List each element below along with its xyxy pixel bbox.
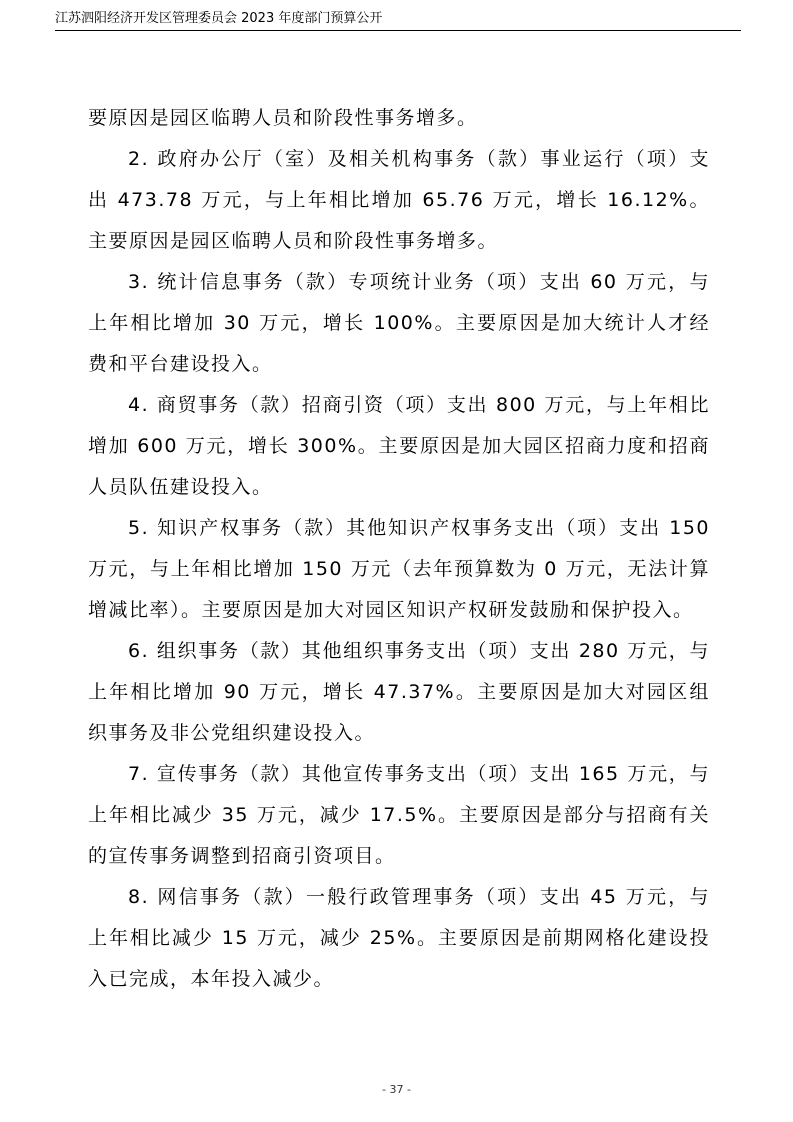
paragraph-item-4: 4. 商贸事务（款）招商引资（项）支出 800 万元，与上年相比增加 600 万元，增长 300%。主要原因是加大园区招商力度和招商人员队伍建设投入。 bbox=[88, 394, 710, 498]
header-title: 江苏泗阳经济开发区管理委员会 2023 年度部门预算公开 bbox=[55, 11, 383, 26]
paragraph-continuation: 要原因是园区临聘人员和阶段性事务增多。 bbox=[88, 107, 478, 129]
paragraph-item-6: 6. 组织事务（款）其他组织事务支出（项）支出 280 万元，与上年相比增加 90 万元，增长 47.37%。主要原因是加大对园区组织事务及非公党组织建设投入。 bbox=[88, 640, 710, 744]
paragraph-item-8: 8. 网信事务（款）一般行政管理事务（项）支出 45 万元，与上年相比减少 15 万元，减少 25%。主要原因是前期网格化建设投入已完成，本年投入减少。 bbox=[88, 886, 710, 990]
document-body bbox=[88, 98, 710, 1000]
paragraph-item-2: 2. 政府办公厅（室）及相关机构事务（款）事业运行（项）支出 473.78 万元，与上年相比增加 65.76 万元，增长 16.12%。主要原因是园区临聘人员和阶段性事务增多。 bbox=[88, 148, 710, 252]
paragraph-item-7: 7. 宣传事务（款）其他宣传事务支出（项）支出 165 万元，与上年相比减少 35 万元，减少 17.5%。主要原因是部分与招商有关的宣传事务调整到招商引资项目。 bbox=[88, 763, 710, 867]
page-number: - 37 - bbox=[382, 1083, 411, 1096]
paragraph-item-5: 5. 知识产权事务（款）其他知识产权事务支出（项）支出 150 万元，与上年相比增加 150 万元（去年预算数为 0 万元，无法计算增减比率）。主要原因是加大对园区知识产权研发鼓励和保护投入。 bbox=[88, 517, 710, 621]
page-header bbox=[55, 8, 741, 31]
paragraph-item-3: 3. 统计信息事务（款）专项统计业务（项）支出 60 万元，与上年相比增加 30 万元，增长 100%。主要原因是加大统计人才经费和平台建设投入。 bbox=[88, 271, 710, 375]
